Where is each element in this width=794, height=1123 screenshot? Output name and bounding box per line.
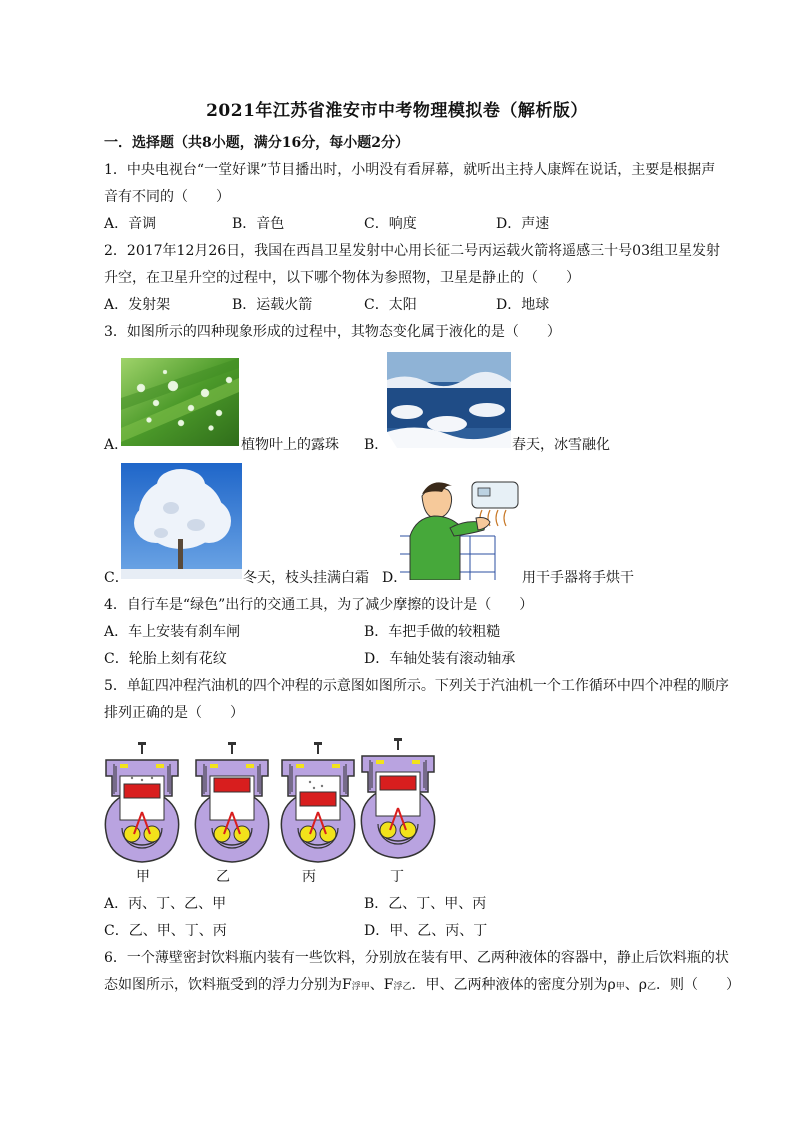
q5-option-b: B．乙、丁、甲、丙 bbox=[364, 896, 487, 912]
q1-option-b: B．音色 bbox=[232, 216, 285, 232]
q2-option-d: D．地球 bbox=[496, 297, 550, 313]
document-title: 2021年江苏省淮安市中考物理模拟卷（解析版） bbox=[206, 101, 588, 121]
q2-stem-line2: 升空，在卫星升空的过程中，以下哪个物体为参照物，卫星是静止的（ ） bbox=[104, 270, 580, 286]
q1-option-d: D．声速 bbox=[496, 216, 550, 232]
q5-option-c: C．乙、甲、丁、丙 bbox=[104, 923, 227, 939]
q5-stem-line1: 5．单缸四冲程汽油机的四个冲程的示意图如图所示。下列关于汽油机一个工作循环中四个冲程的顺序 bbox=[104, 678, 729, 694]
section-heading: 一．选择题（共8小题，满分16分，每小题2分） bbox=[104, 135, 409, 151]
q6-sub-rho-yi: 乙 bbox=[646, 982, 656, 992]
q6-text-end: ．则（ ） bbox=[655, 977, 740, 993]
q5-option-a: A．丙、丁、乙、甲 bbox=[104, 896, 227, 912]
q6-text-part1: 态如图所示，饮料瓶受到的浮力分别为F bbox=[104, 977, 352, 993]
q6-sub-f-yi: 浮乙 bbox=[393, 982, 412, 992]
q2-option-a: A．发射架 bbox=[104, 297, 171, 313]
q5-option-d: D．甲、乙、丙、丁 bbox=[364, 923, 488, 939]
q4-option-c: C．轮胎上刻有花纹 bbox=[104, 651, 227, 667]
q3-option-d-text: 用干手器将手烘干 bbox=[522, 570, 634, 586]
q4-option-b: B．车把手做的较粗糙 bbox=[364, 624, 501, 640]
engine-label-jia: 甲 bbox=[136, 869, 150, 885]
q3-option-a-letter: A． bbox=[104, 437, 129, 453]
q4-option-d: D．车轴处装有滚动轴承 bbox=[364, 651, 516, 667]
q1-stem-line1: 1．中央电视台“一堂好课”节目播出时，小明没有看屏幕，就听出主持人康辉在说话，主要是根据声 bbox=[104, 162, 716, 178]
q6-sub-rho-jia: 甲 bbox=[615, 982, 625, 992]
q3-option-b-text: 春天，冰雪融化 bbox=[512, 437, 610, 453]
ice-snow-melting-image bbox=[387, 352, 511, 448]
q2-option-b: B．运载火箭 bbox=[232, 297, 313, 313]
dew-on-leaf-image bbox=[121, 358, 239, 446]
q3-option-b-letter: B． bbox=[364, 437, 389, 453]
q5-stem-line2: 排列正确的是（ ） bbox=[104, 705, 244, 721]
q6-stem-line2 bbox=[104, 975, 740, 997]
q3-stem: 3．如图所示的四种现象形成的过程中，其物态变化属于液化的是（ ） bbox=[104, 324, 561, 340]
q3-option-c-letter: C． bbox=[104, 570, 129, 586]
q3-option-d-letter: D． bbox=[382, 570, 408, 586]
q6-text-mid: ．甲、乙两种液体的密度分别为ρ bbox=[411, 977, 616, 993]
q1-option-c: C．响度 bbox=[364, 216, 417, 232]
q4-stem: 4．自行车是“绿色”出行的交通工具，为了减少摩擦的设计是（ ） bbox=[104, 597, 534, 613]
q3-option-c-text: 冬天，枝头挂满白霜 bbox=[243, 570, 369, 586]
q6-stem-line1: 6．一个薄壁密封饮料瓶内装有一些饮料，分别放在装有甲、乙两种液体的容器中，静止后饮料瓶的状 bbox=[104, 950, 729, 966]
frost-tree-image bbox=[121, 463, 242, 579]
q6-text-sep2: 、ρ bbox=[624, 977, 647, 993]
q6-text-sep1: 、F bbox=[369, 977, 394, 993]
q6-sub-f-jia: 浮甲 bbox=[351, 982, 370, 992]
q4-option-a: A．车上安装有刹车闸 bbox=[104, 624, 241, 640]
engine-label-yi: 乙 bbox=[216, 869, 230, 885]
q1-stem-line2: 音有不同的（ ） bbox=[104, 189, 230, 205]
q3-option-a-text: 植物叶上的露珠 bbox=[241, 437, 339, 453]
engine-strokes-diagram bbox=[100, 738, 440, 864]
hand-dryer-image bbox=[400, 476, 520, 580]
q1-option-a: A．音调 bbox=[104, 216, 157, 232]
q2-option-c: C．太阳 bbox=[364, 297, 417, 313]
engine-label-ding: 丁 bbox=[390, 869, 404, 885]
q2-stem-line1: 2．2017年12月26日，我国在西昌卫星发射中心用长征二号丙运载火箭将遥感三十号03组卫星发射 bbox=[104, 243, 720, 259]
engine-label-bing: 丙 bbox=[302, 869, 316, 885]
